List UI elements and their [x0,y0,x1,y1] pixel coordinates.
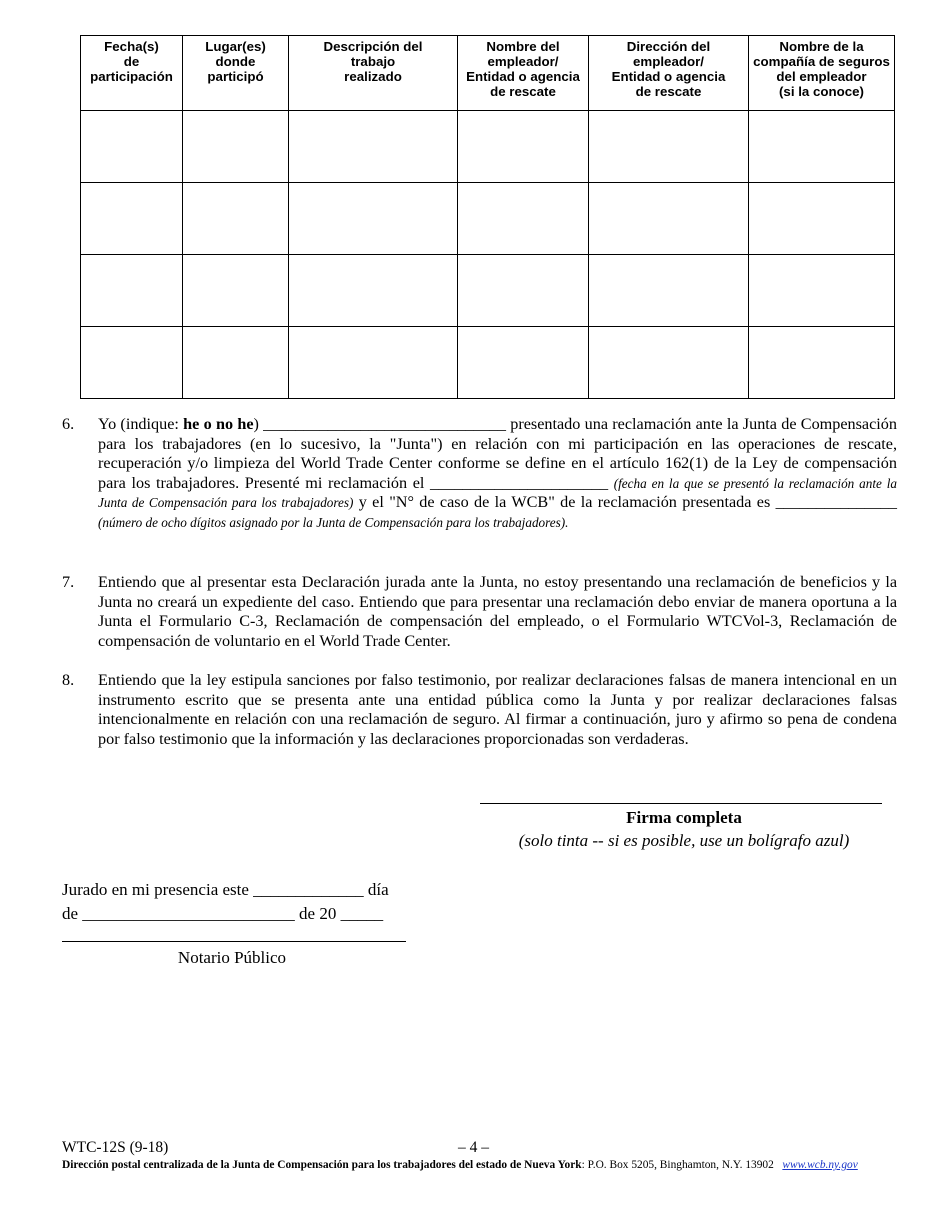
table-cell[interactable] [458,255,589,327]
table-cell[interactable] [183,111,289,183]
item-7-acknowledgment [62,573,897,651]
table-cell[interactable] [81,111,183,183]
header-work-description: Descripción del trabajo realizado [289,36,458,111]
footer-address [62,1159,858,1171]
table-cell[interactable] [749,183,895,255]
sworn-month-year-line[interactable]: de _________________________ de 20 _____ [62,904,384,923]
table-cell[interactable] [749,255,895,327]
table-cell[interactable] [589,183,749,255]
table-cell[interactable] [289,183,458,255]
signature-note: (solo tinta -- si es posible, use un bolígrafo azul) [518,831,850,850]
table-row [81,255,895,327]
item-8-perjury-statement [62,671,897,749]
footer-org: Dirección postal centralizada de la Junta de Compensación para los trabajadores del estado de Nueva York [62,1159,582,1171]
header-employer-name: Nombre del empleador/ Entidad o agencia de rescate [458,36,589,111]
sworn-statement [62,878,389,926]
signature-line[interactable] [480,803,882,804]
table-header-row [81,36,895,111]
header-insurance-company: Nombre de la compañía de seguros del empleador (si la conoce) [749,36,895,111]
table-cell[interactable] [589,111,749,183]
table-cell[interactable] [183,255,289,327]
item-6-text: Yo (indique: he o no he) ______________________________ presentado una reclamación ante la Junta de Compensación para los trabajadores (en lo sucesivo, la "Junta") en relación con mi participación en las operaciones de rescate, recuperación y/o limpieza del World Trade Center conforme se define en el artículo 162(1) de la Ley de compensación para los trabajadores. Presenté mi reclamación el ______________________ (fecha en la que se presentó la reclamación ante la Junta de Compensación para los trabajadores) y el "N° de caso de la WCB" de la reclamación presentada es _______________ (número de ocho dígitos asignado por la Junta de Compensación para los trabajadores). [98,415,897,530]
claim-date-note: (fecha en la que se presentó la reclamación ante la Junta de Compensación para los trabajadores) [98,475,897,511]
table-cell[interactable] [81,255,183,327]
table-cell[interactable] [183,183,289,255]
table-row [81,183,895,255]
table-cell[interactable] [183,327,289,399]
item-8-text: Entiendo que la ley estipula sanciones por falso testimonio, por realizar declaraciones falsas de manera intencional en un instrumento escrito que se presenta ante una entidad pública como la Junta y por realizar declaraciones falsas intencionalmente en relación con una reclamación de seguro. Al firmar a continuación, juro y afirmo so pena de condena por falso testimonio que la información y las declaraciones proporcionadas son verdaderas. [98,671,897,748]
table-cell[interactable] [289,111,458,183]
notary-signature-line[interactable] [62,941,406,942]
page-number: – 4 – [458,1139,489,1156]
footer-postal: : P.O. Box 5205, Binghamton, N.Y. 13902 [581,1159,774,1171]
table-cell[interactable] [749,327,895,399]
claim-options: he o no he [183,415,254,433]
footer-website-link[interactable]: www.wcb.ny.gov [782,1159,858,1171]
table-cell[interactable] [458,183,589,255]
table-cell[interactable] [81,327,183,399]
table-cell[interactable] [589,255,749,327]
table-cell[interactable] [589,327,749,399]
item-6-claim-statement [62,415,897,533]
table-row [81,111,895,183]
table-row [81,327,895,399]
form-id: WTC-12S (9-18) [62,1139,169,1156]
item-number: 8. [62,671,75,689]
signature-label: Firma completa [626,808,742,827]
table-cell[interactable] [289,327,458,399]
table-cell[interactable] [458,327,589,399]
header-dates: Fecha(s) de participación [81,36,183,111]
item-number: 7. [62,573,75,591]
participation-table [80,35,895,399]
case-number-note: (número de ocho dígitos asignado por la Junta de Compensación para los trabajadores). [98,514,569,530]
item-number: 6. [62,415,75,433]
table-cell[interactable] [458,111,589,183]
table-cell[interactable] [81,183,183,255]
item-7-text: Entiendo que al presentar esta Declaración jurada ante la Junta, no estoy presentando una reclamación de beneficios y la Junta no creará un expediente del caso. Entiendo que para presentar una reclamación debo enviar de manera oportuna a la Junta el Formulario C-3, Reclamación de compensación del empleado, o el Formulario WTCVol-3, Reclamación de compensación de voluntario en el World Trade Center. [98,573,897,650]
table-cell[interactable] [289,255,458,327]
header-places: Lugar(es) donde participó [183,36,289,111]
header-employer-address: Dirección del empleador/ Entidad o agencia de rescate [589,36,749,111]
table-cell[interactable] [749,111,895,183]
sworn-day-line[interactable]: Jurado en mi presencia este _____________ día [62,880,389,899]
notary-label: Notario Público [177,948,287,967]
